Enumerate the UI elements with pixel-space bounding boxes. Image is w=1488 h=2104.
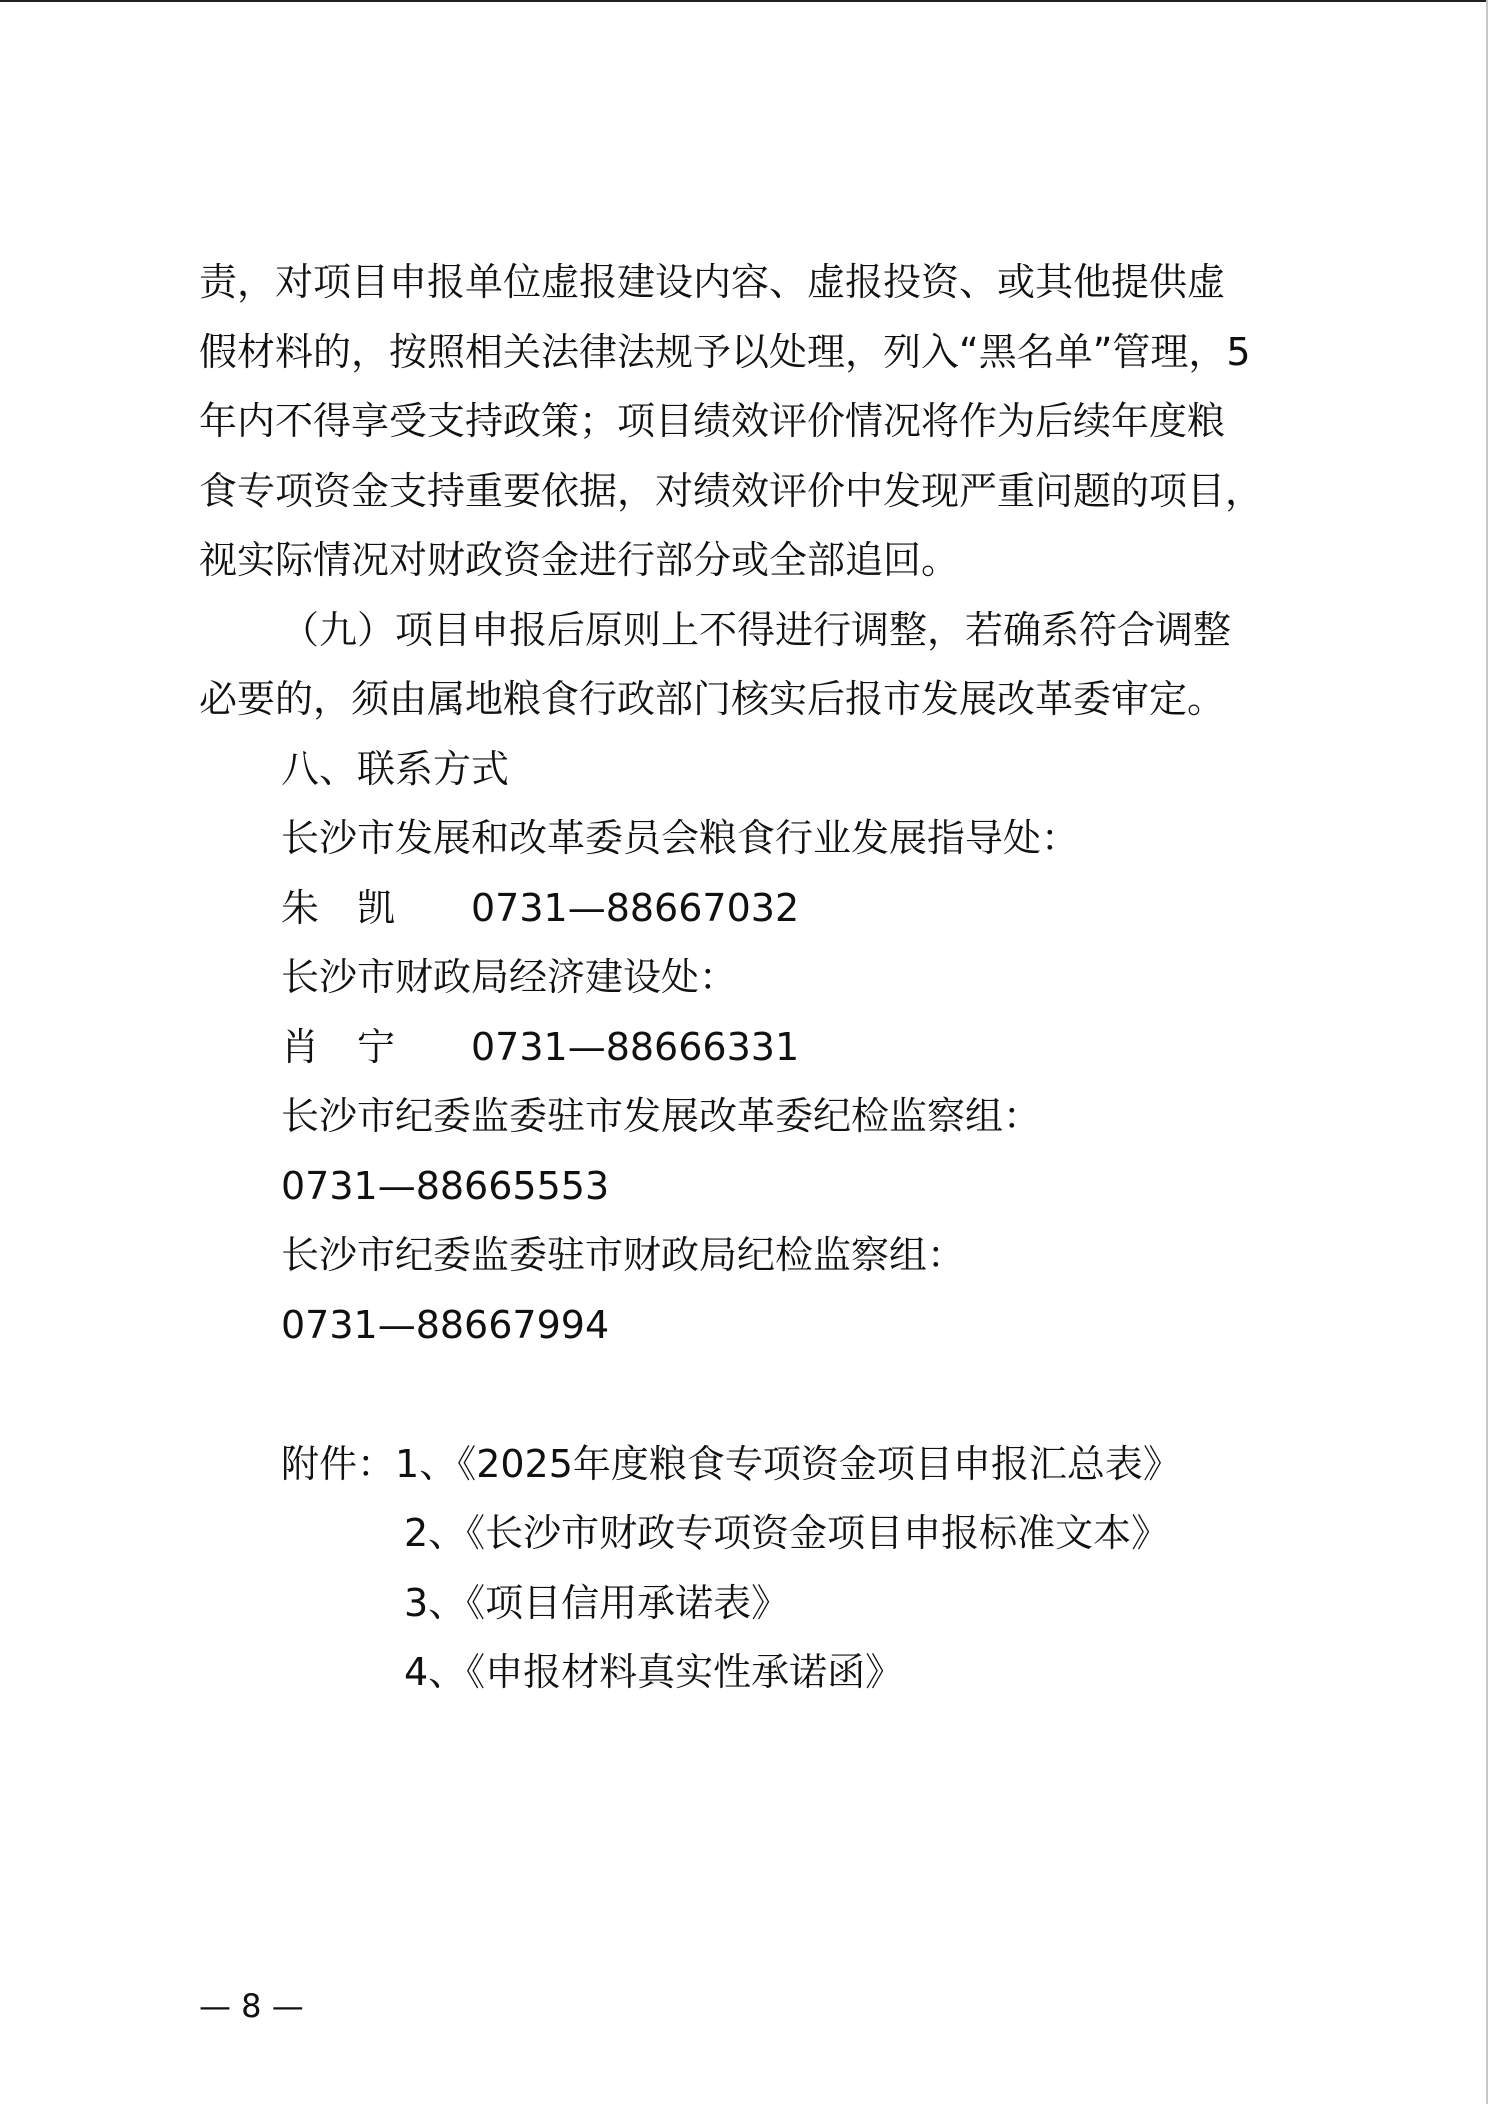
paragraph-line: 视实际情况对财政资金进行部分或全部追回。 (199, 538, 960, 582)
attachment-item: 3、《项目信用承诺表》 (404, 1580, 790, 1625)
contact-person-phone: 朱 凯 0731—88667032 (281, 885, 800, 930)
attachment-item: 4、《申报材料真实性承诺函》 (404, 1650, 904, 1694)
contact-department: 长沙市纪委监委驻市财政局纪检监察组： (281, 1233, 966, 1277)
contact-section (199, 735, 1319, 1361)
paragraph-line: 假材料的，按照相关法律法规予以处理，列入“黑名单”管理，5 (199, 329, 1251, 374)
paragraph-line: 责，对项目申报单位虚报建设内容、虚报投资、或其他提供虚 (199, 260, 1226, 304)
section-heading: 八、联系方式 (281, 746, 510, 791)
attachment-item: 2、《长沙市财政专项资金项目申报标准文本》 (404, 1511, 1170, 1555)
paragraph-line: 年内不得享受支持政策；项目绩效评价情况将作为后续年度粮 (199, 399, 1226, 443)
item-nine-paragraph (199, 596, 1319, 735)
contact-department: 长沙市纪委监委驻市发展改革委纪检监察组： (281, 1094, 1042, 1138)
contact-department: 长沙市财政局经济建设处： (281, 955, 738, 999)
paragraph-line: 必要的，须由属地粮食行政部门核实后报市发展改革委审定。 (199, 677, 1226, 721)
contact-phone: 0731—88665553 (281, 1163, 610, 1208)
contact-department: 长沙市发展和改革委员会粮食行业发展指导处： (281, 816, 1080, 860)
spacer (199, 1360, 1319, 1430)
attachment-line (199, 1430, 1319, 1500)
attachments-section (199, 1430, 1319, 1708)
paragraph-continued (199, 248, 1319, 596)
contact-phone: 0731—88667994 (281, 1302, 610, 1347)
contact-person-phone: 肖 宁 0731—88666331 (281, 1024, 800, 1069)
document-body (199, 248, 1319, 1708)
paragraph-line: 食专项资金支持重要依据，对绩效评价中发现严重问题的项目， (199, 468, 1264, 513)
attachment-item: 1、《2025年度粮食专项资金项目申报汇总表》 (395, 1441, 1181, 1486)
paragraph-line: （九）项目申报后原则上不得进行调整，若确系符合调整 (281, 607, 1232, 652)
attachments-label: 附件： (281, 1441, 396, 1486)
page-number: — 8 — (199, 1987, 304, 2025)
top-border (0, 0, 1488, 2)
